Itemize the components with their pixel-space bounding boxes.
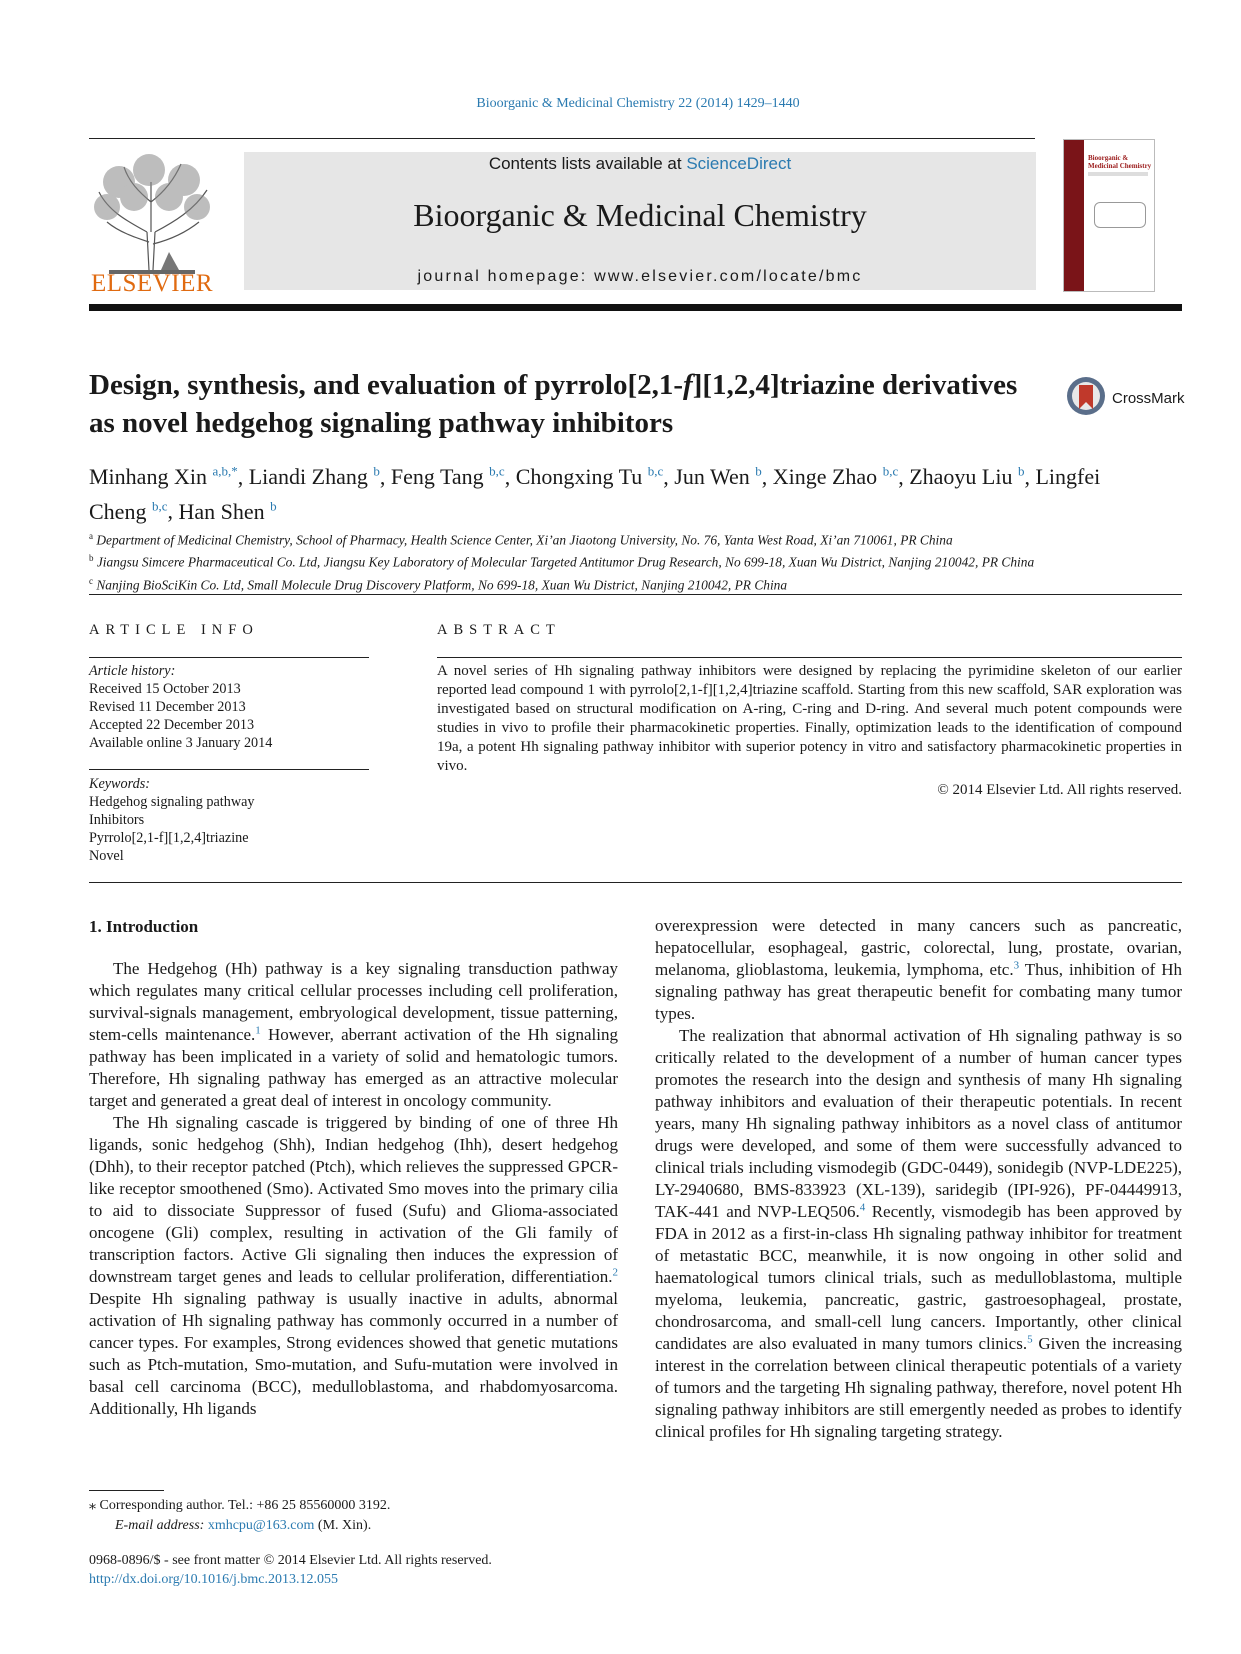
history-entry: Available online 3 January 2014 [89,735,273,751]
paragraph: The realization that abnormal activation of Hh signaling pathway is so critically related to the development of a number of human cancer types promotes the research into the design and synthesis of many Hh signaling pathway inhibitors and evaluation of their therapeutic potentials. In recent years, many Hh signaling pathway inhibitors as a novel class of antitumor drugs were developed, and some of them were successfully advanced to clinical trials including vismodegib (GDC-0449), sonidegib (NVP-LDE225), LY-2940680, BMS-833923 (XL-139), saridegib (IPI-926), PF-04449913, TAK-441 and NVP-LEQ506.$^4$ Recently, vismodegib has been approved by FDA in 2012 as a first-in-class Hh signaling pathway inhibitor for treatment of metastatic BCC, meanwhile, it is now ongoing in other solid and haematological tumors clinical trials, such as medulloblastoma, multiple myeloma, leukemia, pancreatic, gastric, gastroesophageal, prostate, chondrosarcoma, and small-cell lung cancers. Importantly, other clinical candidates are also evaluated in many tumors clinics.$^5$ Given the increasing interest in the correlation between clinical therapeutic potentials of a variety of tumors and the targeting Hh signaling pathway, therefore, novel potent Hh signaling pathway inhibitors are still emergently needed as probes to identify clinical profiles for Hh signaling targeting strategy. [655,1026,1183,1441]
paragraph: overexpression were detected in many cancers such as pancreatic, hepatocellular, esophageal, gastric, colorectal, lung, prostate, ovarian, melanoma, glioblastoma, leukemia, lymphoma, etc.$^3$ Thus, inhibition of Hh signaling pathway has great therapeutic benefit for combating many tumor types. [655,916,1182,1023]
issn-line: 0968-0896/$ - see front matter © 2014 Elsevier Ltd. All rights reserved. [89,1553,492,1568]
issn-block [89,1551,789,1589]
article-info-heading: ARTICLE INFO [89,622,259,638]
article-title [89,366,1049,442]
crossmark-label[interactable]: CrossMark [1112,390,1185,407]
body-divider [89,882,1182,883]
publisher-wordmark: ELSEVIER [90,270,214,297]
author[interactable]: Jun Wen $^b$ [674,464,762,490]
journal-title: Bioorganic & Medicinal Chemistry [413,197,867,233]
journal-homepage[interactable]: journal homepage: www.elsevier.com/locate/bmc [417,268,863,285]
abstract-divider [437,657,1182,658]
affiliation: $^a$ Department of Medicinal Chemistry, School of Pharmacy, Health Science Center, Xi’an Jiaotong University, No. 76, Yanta West Road, Xi’an 710061, PR China [89,531,953,548]
keywords [89,775,369,865]
author[interactable]: Lingfei Cheng $^{b,c}$ [89,464,1101,524]
paragraph: The Hh signaling cascade is triggered by binding of one of three Hh ligands, sonic hedgehog (Shh), Indian hedgehog (Ihh), desert hedgehog (Dhh), to their receptor patched (Ptch), which relieves the suppressed GPCR-like receptor smoothened (Smo). Activated Smo moves into the primary cilia to aid to dissociate Suppressor of fused (Sufu) and Glioma-associated oncogene (Gli) complex, resulting in activation of the Gli family of transcription factors. Active Gli signaling then induces the expression of downstream target genes and leads to cellular proliferation, differentiation.$^2$ Despite Hh signaling pathway is usually inactive in adults, abnormal activation of Hh signaling pathway has commonly occurred in a number of cancer types. For examples, Strong evidences showed that genetic mutations such as Ptch-mutation, Smo-mutation, and Sufu-mutation were involved in basal cell carcinoma (BCC), medulloblastoma, and rhabdomyosarcoma. Additionally, Hh ligands [89,1113,618,1418]
journal-cover-thumbnail [1063,139,1155,292]
history-entry: Accepted 22 December 2013 [89,717,255,733]
author-list: Minhang Xin $^{a,b,*}$, Liandi Zhang $^b$, Feng Tang $^{b,c}$, Chongxing Tu $^{b,c}$, Jun Wen $^b$, Xinge Zhao $^{b,c}$, Zhaoyu Liu $^b$, Lingfei Cheng $^{b,c}$, Han Shen $^b$ [89,464,1101,524]
affiliation: $^b$ Jiangsu Simcere Pharmaceutical Co. Ltd, Jiangsu Key Laboratory of Molecular Targeted Antitumor Drug Research, No 699-18, Xuan Wu District, Nanjing 210042, PR China [89,553,1035,570]
contents-prefix: Contents lists available at [488,154,687,173]
title-part-1: Design, synthesis, and evaluation of pyrrolo[2,1- [89,369,684,401]
author[interactable]: Chongxing Tu $^{b,c}$ [515,464,664,490]
title-part-2: ][1,2,4]triazine derivatives as novel hedgehog signaling pathway inhibitors [89,369,1018,439]
footnote [89,1496,618,1536]
email-note [89,1516,618,1536]
keyword: Hedgehog signaling pathway [89,794,255,810]
body-column-right [655,915,1182,1443]
paragraph: The Hedgehog (Hh) pathway is a key signaling transduction pathway which regulates many critical cellular processes including cell proliferation, survival-signals management, embryological development, tissue patterning, stem-cells maintenance.$^1$ However, aberrant activation of the Hh signaling pathway has been implicated in a variety of solid and hematologic tumors. Therefore, Hh signaling pathway has emerged as an attractive molecular target and generated a great deal of interest in oncology community. [89,959,619,1110]
email-link[interactable]: xmhcpu@163.com [207,1518,315,1533]
cover-title: Bioorganic & Medicinal Chemistry [1088,154,1152,170]
history-entry: Received 15 October 2013 [89,681,241,697]
citation-ref[interactable]: 1 [255,1024,261,1037]
affiliation: $^c$ Nanjing BioSciKin Co. Ltd, Small Molecule Drug Discovery Platform, No 699-18, Xuan Wu District, Nanjing 210042, PR China [89,575,788,593]
footnote-divider [89,1490,164,1491]
article-history [89,662,369,752]
author[interactable]: Liandi Zhang $^b$ [248,464,380,490]
introduction-heading: 1. Introduction [89,917,199,936]
body-column-left [89,958,618,1420]
keywords-divider [89,769,369,770]
abstract-text: A novel series of Hh signaling pathway inhibitors were designed by replacing the pyrimidine skeleton of our earlier reported lead compound 1 with pyrrolo[2,1-f][1,2,4]triazine scaffold. Starting from this new scaffold, SAR exploration was investigated based on structural modification on A-ring, C-ring and D-ring. And several much potent compounds were studies in vivo to profile their pharmacokinetic properties. Finally, optimization leads to the identification of compound 19a, a potent Hh signaling pathway inhibitor with superior potency in vitro and satisfactory pharmacokinetic properties in vivo. [437,663,1182,774]
citation-ref[interactable]: 2 [612,1266,618,1279]
author[interactable]: Minhang Xin $^{a,b,*}$ [89,464,238,490]
top-divider [89,138,1035,139]
contents-available-line [244,154,1036,174]
citation-ref[interactable]: 3 [1013,959,1020,972]
affiliation-divider [89,594,1182,595]
keyword: Inhibitors [89,812,145,828]
email-label: E-mail address: [115,1518,208,1533]
abstract-heading: ABSTRACT [437,622,561,638]
abstract-copyright: © 2014 Elsevier Ltd. All rights reserved. [937,782,1182,798]
author[interactable]: Xinge Zhao $^{b,c}$ [772,464,899,490]
keywords-label: Keywords: [89,776,150,792]
journal-reference[interactable]: Bioorganic & Medicinal Chemistry 22 (2014) 1429–1440 [476,96,800,111]
author[interactable]: Feng Tang $^{b,c}$ [390,464,505,490]
history-label: Article history: [89,663,176,679]
citation-ref[interactable]: 5 [1027,1333,1033,1346]
header-thick-divider [89,304,1182,311]
history-entry: Revised 11 December 2013 [89,699,246,715]
citation-ref[interactable]: 4 [859,1201,866,1214]
doi-link[interactable]: http://dx.doi.org/10.1016/j.bmc.2013.12.055 [89,1572,339,1587]
keyword: Pyrrolo[2,1-f][1,2,4]triazine [89,830,249,846]
title-italic-f: f [683,369,693,401]
email-suffix: (M. Xin). [314,1518,372,1533]
author[interactable]: Zhaoyu Liu $^b$ [909,464,1025,490]
sciencedirect-link[interactable]: ScienceDirect [686,154,792,173]
author[interactable]: Han Shen $^b$ [178,498,277,524]
affiliations [89,527,1189,594]
info-divider [89,657,369,658]
keyword: Novel [89,848,124,864]
corresponding-author-note: ⁎ Corresponding author. Tel.: +86 25 85560000 3192. [89,1498,391,1513]
